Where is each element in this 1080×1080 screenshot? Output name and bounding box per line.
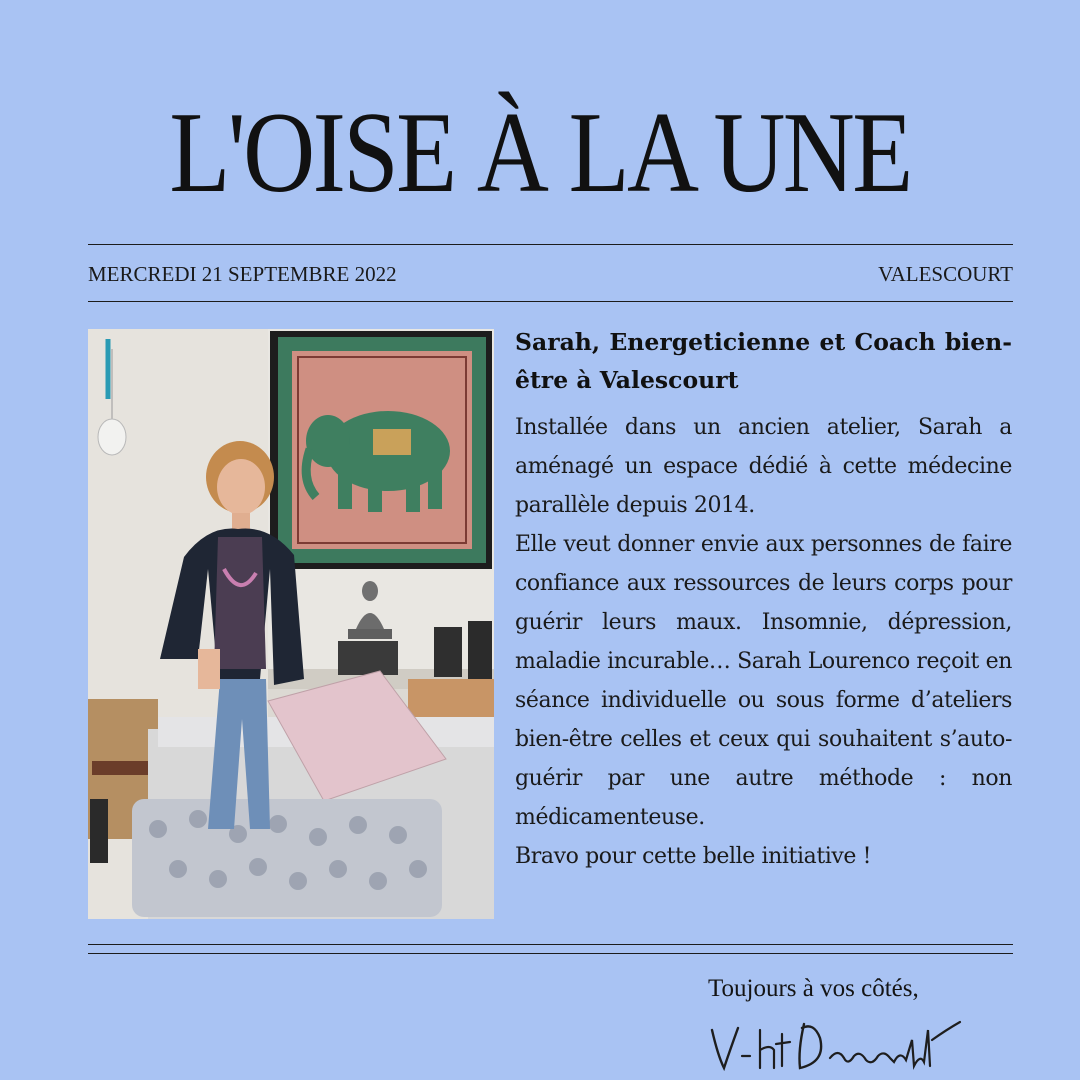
article-photo: [88, 329, 494, 919]
handwritten-signature: [708, 1010, 968, 1074]
closing-line: Toujours à vos côtés,: [708, 975, 919, 1002]
dateline-date: MERCREDI 21 SEPTEMBRE 2022: [88, 262, 397, 286]
bottom-rule-1: [88, 944, 1013, 945]
article-body: [515, 408, 1012, 876]
article-paragraph: Bravo pour cette belle initiative !: [515, 844, 872, 869]
article-paragraph: Elle veut donner envie aux personnes de faire confiance aux ressources de leurs corps pour guérir leurs maux. Insomnie, dépression, maladie incurable… Sarah Lourenco reçoit en séance individuelle ou sous forme d’ateliers bien-être celles et ceux qui souhaitent s’auto-guérir par une autre méthode : non médicamenteuse.: [515, 532, 1012, 830]
article-headline: Sarah, Energeticienne et Coach bien-être à Valescourt: [515, 328, 1012, 394]
article-paragraph: Installée dans un ancien atelier, Sarah a aménagé un espace dédié à cette médecine parallèle depuis 2014.: [515, 415, 1012, 518]
bottom-rule-2: [88, 953, 1013, 954]
article: [515, 323, 1012, 876]
dateline-location: VALESCOURT: [878, 262, 1013, 286]
elephant-tapestry: [270, 331, 492, 569]
top-rule: [88, 244, 1013, 245]
photo-illustration: [88, 329, 494, 919]
masthead-title: L'OISE À LA UNE: [169, 89, 911, 217]
dateline-rule: [88, 301, 1013, 302]
